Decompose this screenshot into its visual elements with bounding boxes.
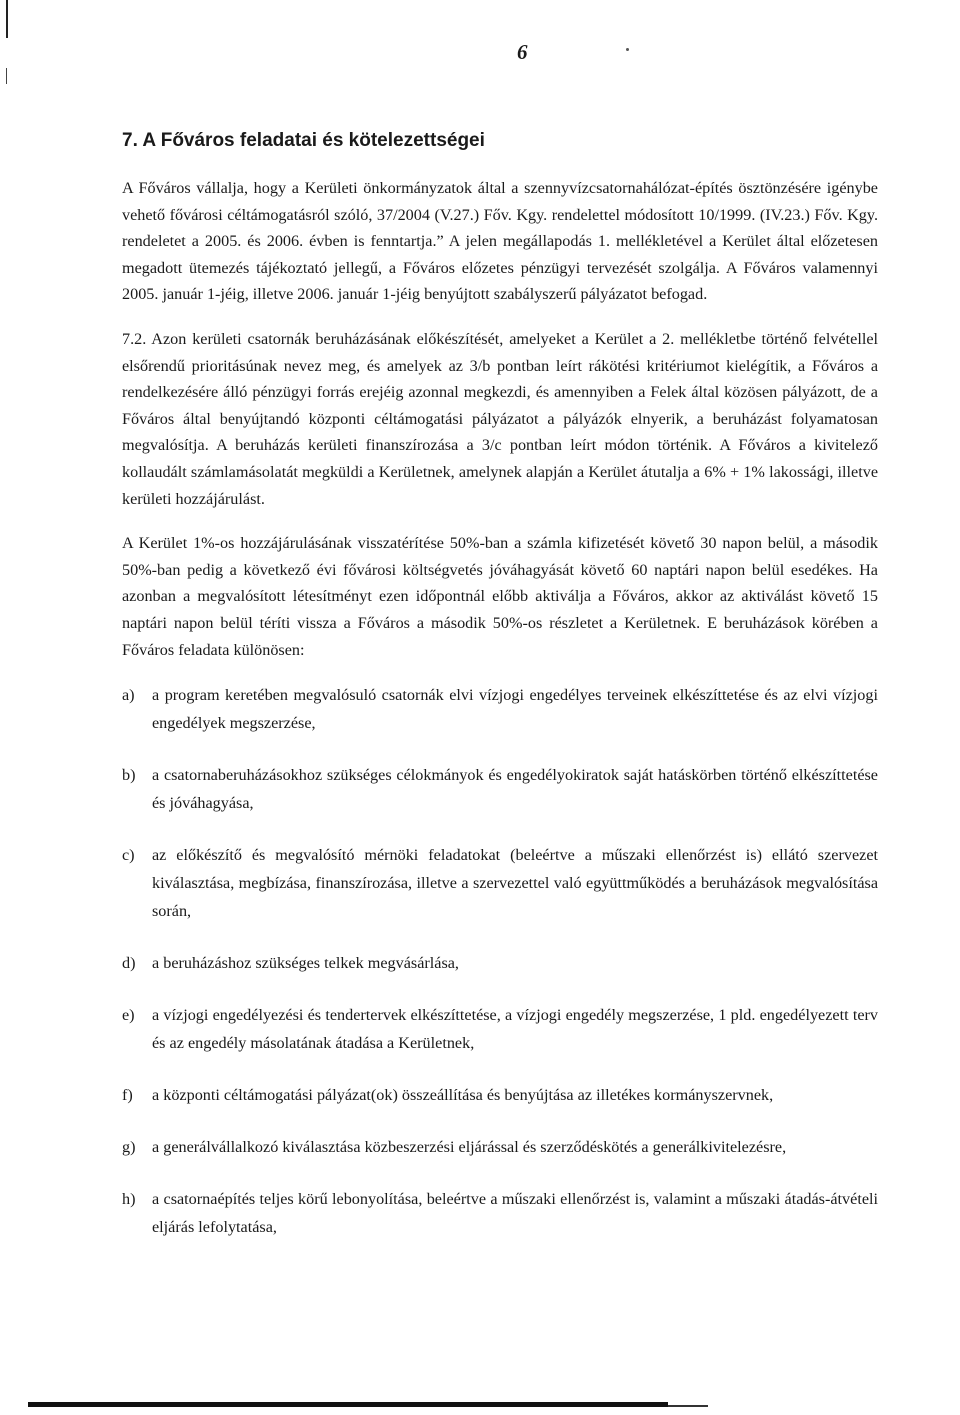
list-marker: g) <box>122 1138 136 1157</box>
list-item <box>122 841 878 925</box>
section-title: 7. A Főváros feladatai és kötelezettségei <box>122 130 485 151</box>
list-item-text: a generálvállalkozó kiválasztása közbeszerzési eljárással és szerződéskötés a generálkivitelezésre, <box>152 1138 787 1157</box>
page-number: 6 <box>517 40 528 64</box>
list-marker: d) <box>122 954 136 973</box>
task-list <box>122 681 878 1241</box>
list-item-text: a csatornaépítés teljes körű lebonyolítása, beleértve a műszaki ellenőrzést is, valamint a műszaki átadás-átvételi eljárás lefolytatása, <box>152 1190 878 1237</box>
footer-rule <box>668 1405 708 1407</box>
list-item <box>122 681 878 737</box>
list-marker: f) <box>122 1086 133 1105</box>
list-item <box>122 761 878 817</box>
list-item <box>122 1081 878 1109</box>
list-marker: c) <box>122 846 135 865</box>
list-marker: e) <box>122 1006 135 1025</box>
list-item <box>122 1185 878 1241</box>
scan-edge-mark <box>6 0 8 38</box>
paragraph-reimbursement: A Kerület 1%-os hozzájárulásának visszatérítése 50%-ban a számla kifizetését követő 30 napon belül, a második 50%-ban pedig a következő évi fővárosi költségvetés jóváhagyását követő 60 naptári napon belül esedékes. Ha azonban a megvalósított létesítményt ezen időpontnál előbb aktiválja a Főváros, akkor az aktiválást követő 15 naptári napon belül téríti vissza a Főváros a második 50%-os részletet a Kerületnek. E beruházások körében a Főváros feladata különösen: <box>122 534 878 659</box>
document-body <box>122 125 878 1265</box>
list-item-text: a beruházáshoz szükséges telkek megvásárlása, <box>152 954 459 973</box>
list-item <box>122 949 878 977</box>
list-marker: b) <box>122 766 136 785</box>
paragraph-7-2: 7.2. Azon kerületi csatornák beruházásának előkészítését, amelyeket a Kerület a 2. mellékletbe történő felvétellel elsőrendű prioritásúnak nevez meg, és amelyek az 3/b pontban leírt rákötési kritériumot kielégítik, a Főváros a rendelkezésére álló pénzügyi forrás erejéig azonnal megkezdi, és amennyiben a Felek által közösen pályázott, de a Főváros által benyújtandó központi céltámogatási pályázatot a pályázók elnyerik, a beruházást folyamatosan megvalósítja. A beruházás kerületi finanszírozása a 3/c pontban leírt módon történik. A Főváros a kivitelező kollaudált számlamásolatát megküldi a Kerületnek, amelynek alapján a Kerület átutalja a 6% + 1% lakossági, illetve kerületi hozzájárulást. <box>122 329 878 508</box>
scan-speck <box>626 48 629 51</box>
footer-rule <box>28 1402 668 1407</box>
list-item-text: a csatornaberuházásokhoz szükséges célokmányok és engedélyokiratok saját hatáskörben történő elkészíttetése és jóváhagyása, <box>152 766 878 813</box>
list-marker: h) <box>122 1190 136 1209</box>
paragraph-intro: A Főváros vállalja, hogy a Kerületi önkormányzatok által a szennyvízcsatornahálózat-építés ösztönzésére igénybe vehető fővárosi céltámogatásról szóló, 37/2004 (V.27.) Főv. Kgy. rendelettel módosított 10/1999. (IV.23.) Főv. Kgy. rendeletet a 2005. és 2006. évben is fenntartja.” A jelen megállapodás 1. mellékletével a Kerület által előzetesen megadott ütemezés tájékoztató jellegű, a Főváros előzetes pénzügyi tervezését szolgálja. A Főváros valamennyi 2005. január 1-jéig, illetve 2006. január 1-jéig benyújtott szabályszerű pályázatot befogad. <box>122 179 878 304</box>
scan-edge-mark <box>6 68 7 84</box>
list-item <box>122 1133 878 1161</box>
list-marker: a) <box>122 686 135 705</box>
list-item-text: a program keretében megvalósuló csatornák elvi vízjogi engedélyes terveinek elkészíttetése és az elvi vízjogi engedélyek megszerzése, <box>152 686 878 733</box>
list-item-text: az előkészítő és megvalósító mérnöki feladatokat (beleértve a műszaki ellenőrzést is) ellátó szervezet kiválasztása, megbízása, finanszírozása, illetve a szervezettel való együttműködés a beruházások megvalósítása során, <box>152 846 878 921</box>
list-item-text: a vízjogi engedélyezési és tendertervek elkészíttetése, a vízjogi engedély megszerzése, 1 pld. engedélyezett terv és az engedély másolatának átadása a Kerületnek, <box>152 1006 878 1053</box>
list-item-text: a központi céltámogatási pályázat(ok) összeállítása és benyújtása az illetékes kormányszervnek, <box>152 1086 774 1105</box>
list-item <box>122 1001 878 1057</box>
